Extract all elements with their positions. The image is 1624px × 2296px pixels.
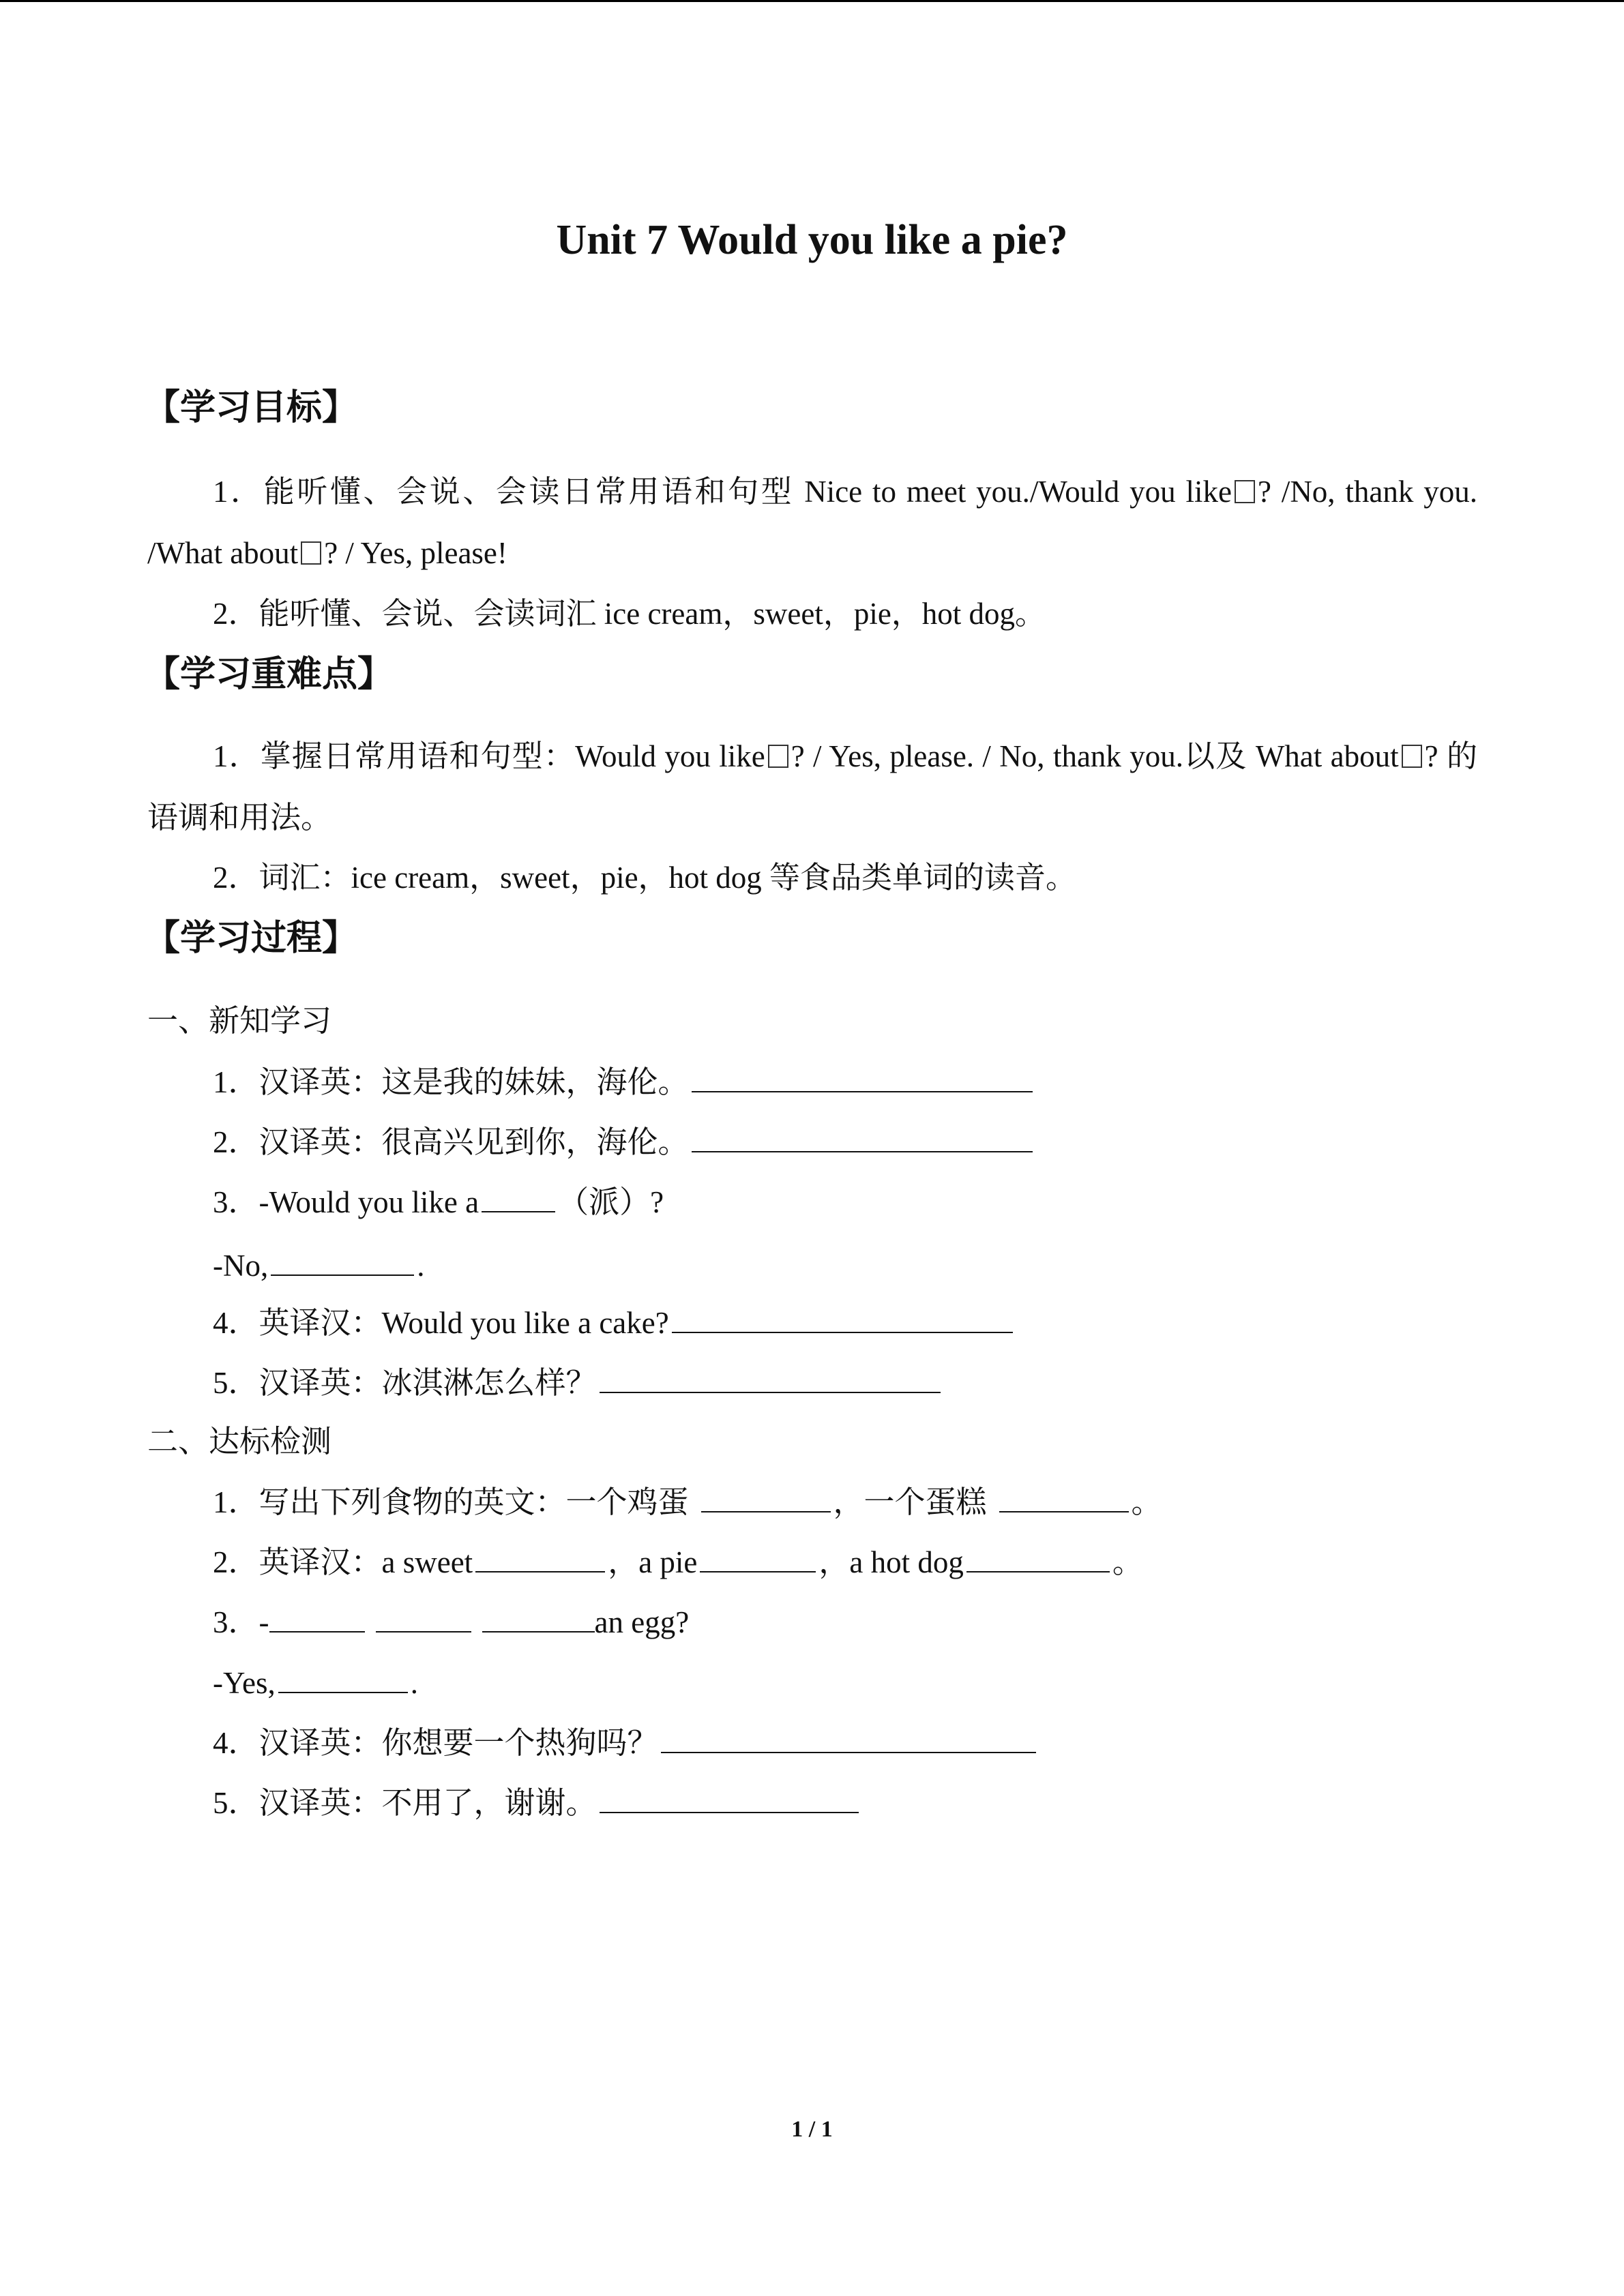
part2-question-1: 1．写出下列食物的英文：一个鸡蛋 ，一个蛋糕 。 (213, 1480, 1162, 1523)
key-points-item-2: 2．词汇：ice cream，sweet，pie，hot dog 等食品类单词的读音。 (213, 861, 1077, 895)
section-heading-goals: 【学习目标】 (145, 387, 358, 428)
part1-question-5: 5．汉译英：冰淇淋怎么样？ (213, 1361, 943, 1404)
answer-blank[interactable] (482, 1180, 555, 1212)
answer-blank[interactable] (600, 1781, 859, 1813)
part2-question-3: 3．- an egg? (213, 1600, 689, 1643)
answer-blank[interactable] (999, 1480, 1129, 1512)
goals-item-2: 2．能听懂、会说、会读词汇 ice cream，sweet，pie，hot dog。 (213, 597, 1046, 631)
page-number: 1 / 1 (791, 2117, 833, 2142)
placeholder-box-icon (768, 745, 788, 768)
part1-question-1: 1．汉译英：这是我的妹妹，海伦。 (213, 1060, 1035, 1103)
section-heading-key-points: 【学习重难点】 (145, 654, 394, 695)
page-title: Unit 7 Would you like a pie? (556, 217, 1068, 263)
answer-blank[interactable] (482, 1600, 595, 1632)
part2-question-3-reply: -Yes, . (213, 1661, 418, 1704)
answer-blank[interactable] (701, 1480, 831, 1512)
part2-question-2: 2．英译汉：a sweet ，a pie ，a hot dog 。 (213, 1540, 1143, 1583)
answer-blank[interactable] (376, 1600, 471, 1632)
part1-question-4: 4．英译汉：Would you like a cake? (213, 1301, 1016, 1344)
part2-question-4: 4．汉译英：你想要一个热狗吗？ (213, 1721, 1039, 1764)
part2-title: 二、达标检测 (147, 1425, 332, 1459)
answer-blank[interactable] (600, 1361, 941, 1393)
section-heading-process: 【学习过程】 (145, 918, 358, 959)
answer-blank[interactable] (475, 1540, 605, 1572)
part1-question-2: 2．汉译英：很高兴见到你，海伦。 (213, 1120, 1035, 1163)
answer-blank[interactable] (700, 1540, 816, 1572)
part2-question-5: 5．汉译英：不用了，谢谢。 (213, 1781, 861, 1824)
answer-blank[interactable] (692, 1120, 1033, 1152)
goals-item-1: 1．能听懂、会说、会读日常用语和句型 Nice to meet you./Would you like ? /No, thank you. /What about ? / Yes, please! (147, 475, 1477, 570)
placeholder-box-icon (301, 541, 321, 565)
key-points-item-1: 1．掌握日常用语和句型：Would you like ? / Yes, please. / No, thank you.以及 What about ? 的语调和用法。 (147, 739, 1477, 835)
placeholder-box-icon (1402, 745, 1422, 768)
answer-blank[interactable] (692, 1060, 1033, 1092)
page-top-border (0, 0, 1624, 2)
placeholder-box-icon (1235, 480, 1255, 503)
answer-blank[interactable] (269, 1600, 365, 1632)
part1-title: 一、新知学习 (147, 1004, 332, 1038)
answer-blank[interactable] (966, 1540, 1110, 1572)
answer-blank[interactable] (271, 1244, 414, 1276)
answer-blank[interactable] (278, 1661, 408, 1693)
answer-blank[interactable] (661, 1721, 1036, 1753)
part1-question-3: 3．-Would you like a （派）? (213, 1180, 664, 1223)
part1-question-3-reply: -No, . (213, 1244, 424, 1287)
answer-blank[interactable] (672, 1301, 1013, 1333)
